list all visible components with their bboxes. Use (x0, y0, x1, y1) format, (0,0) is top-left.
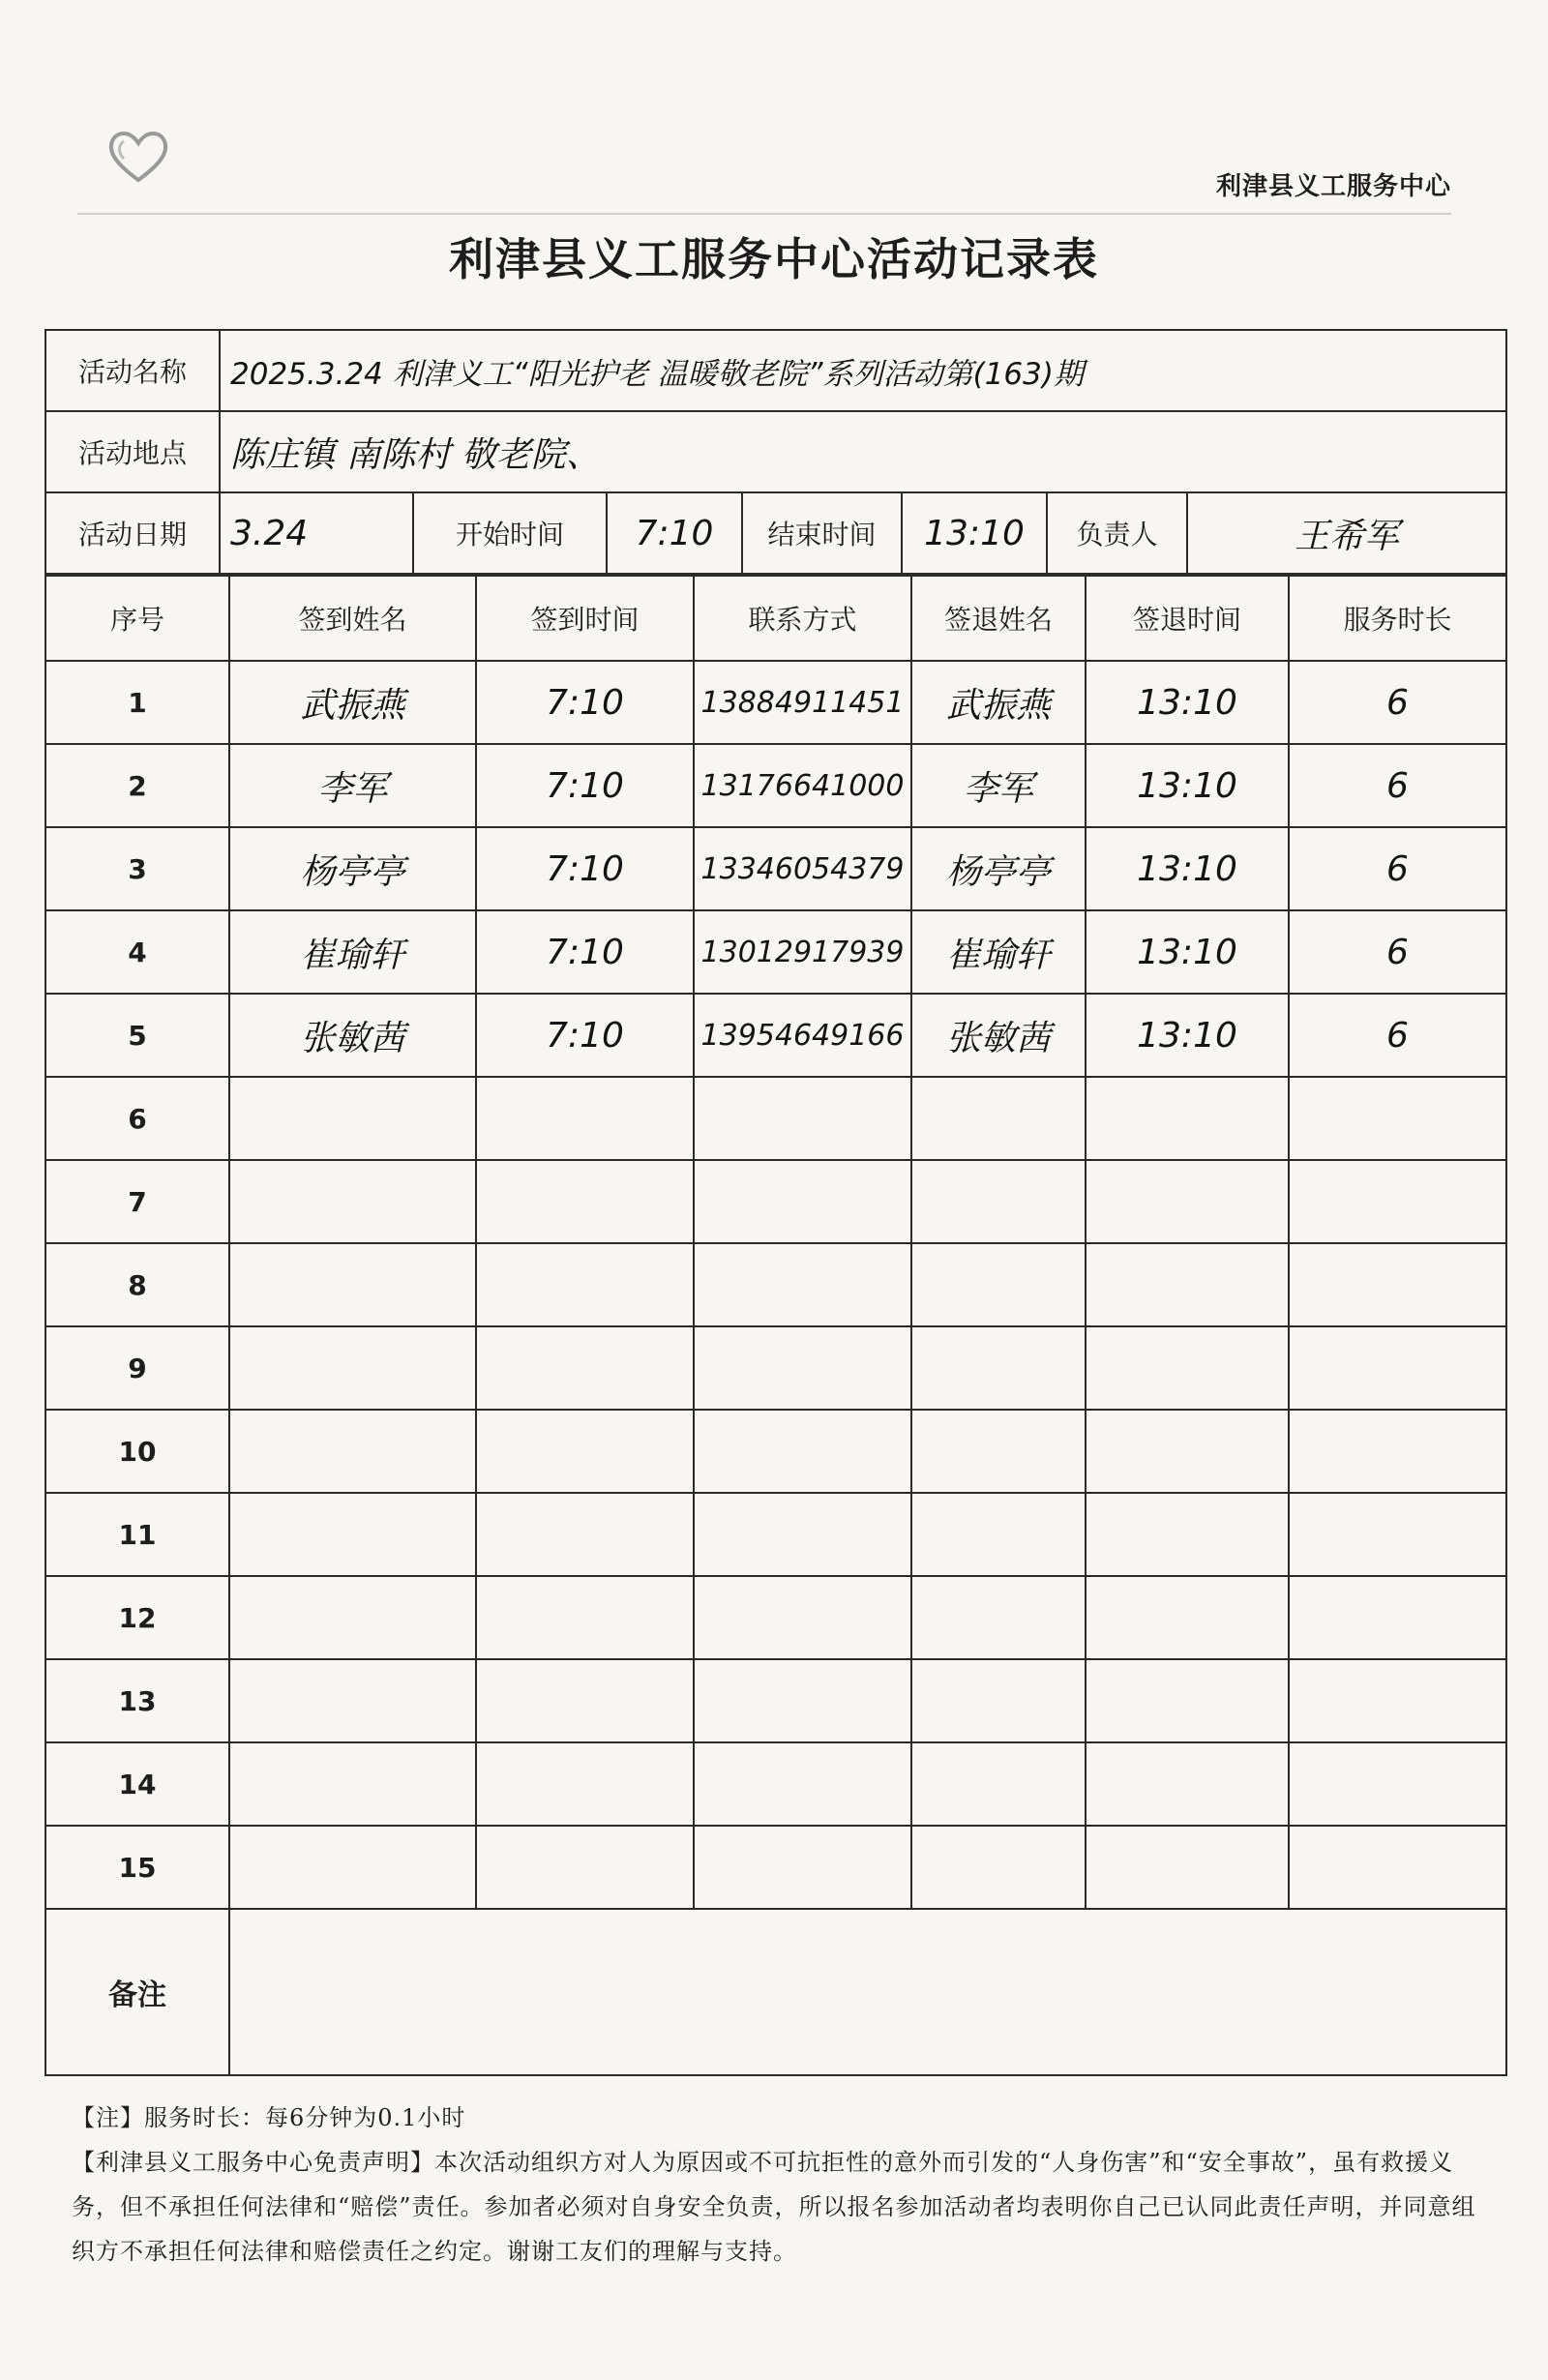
checkout-time-cell: 13:10 (1086, 744, 1289, 827)
table-header-row (45, 576, 1506, 661)
remarks-label: 备注 (45, 1909, 229, 2075)
attendance-table (45, 575, 1507, 2076)
duration-cell (1289, 1576, 1506, 1659)
duration-cell: 6 (1289, 744, 1506, 827)
row-number: 14 (45, 1742, 229, 1826)
table-row (45, 1659, 1506, 1742)
header-divider (77, 213, 1451, 215)
checkin-time-cell (476, 1576, 694, 1659)
row-number: 10 (45, 1410, 229, 1493)
checkout-time-cell (1086, 1077, 1289, 1160)
checkin-name-cell (229, 1160, 476, 1243)
start-time-label: 开始时间 (413, 492, 607, 574)
checkin-time-cell: 7:10 (476, 827, 694, 910)
row-number: 2 (45, 744, 229, 827)
checkin-time-cell (476, 1326, 694, 1410)
checkin-name-cell (229, 1659, 476, 1742)
checkin-time-cell (476, 1826, 694, 1909)
checkin-name-cell (229, 1077, 476, 1160)
checkout-time-cell (1086, 1326, 1289, 1410)
checkout-time-cell (1086, 1410, 1289, 1493)
checkin-name-cell: 杨亭亭 (229, 827, 476, 910)
contact-cell: 13346054379 (694, 827, 911, 910)
duration-cell (1289, 1410, 1506, 1493)
checkin-time-cell: 7:10 (476, 910, 694, 994)
checkin-name-cell (229, 1410, 476, 1493)
duration-cell: 6 (1289, 994, 1506, 1077)
contact-cell: 13884911451 (694, 661, 911, 744)
contact-cell: 13954649166 (694, 994, 911, 1077)
row-number: 7 (45, 1160, 229, 1243)
duration-cell (1289, 1826, 1506, 1909)
row-number: 8 (45, 1243, 229, 1326)
checkout-name-cell (911, 1326, 1086, 1410)
row-number: 3 (45, 827, 229, 910)
activity-date-row (45, 492, 1506, 574)
duration-cell (1289, 1243, 1506, 1326)
activity-info-table (45, 329, 1507, 575)
checkout-name-cell (911, 1659, 1086, 1742)
checkout-time-cell (1086, 1826, 1289, 1909)
checkin-name-cell: 张敏茜 (229, 994, 476, 1077)
table-row (45, 827, 1506, 910)
checkout-time-cell (1086, 1576, 1289, 1659)
checkout-time-cell (1086, 1493, 1289, 1576)
checkin-name-cell (229, 1742, 476, 1826)
col-header-no: 序号 (45, 576, 229, 661)
checkin-time-cell (476, 1742, 694, 1826)
table-row (45, 910, 1506, 994)
activity-name-label: 活动名称 (45, 330, 220, 411)
row-number: 4 (45, 910, 229, 994)
checkin-time-cell (476, 1077, 694, 1160)
checkout-time-cell: 13:10 (1086, 910, 1289, 994)
col-header-checkout-name: 签退姓名 (911, 576, 1086, 661)
col-header-checkin-time: 签到时间 (476, 576, 694, 661)
checkin-time-cell (476, 1410, 694, 1493)
checkout-name-cell: 张敏茜 (911, 994, 1086, 1077)
duration-cell: 6 (1289, 910, 1506, 994)
table-row (45, 1576, 1506, 1659)
leader-value: 王希军 (1187, 492, 1506, 574)
checkin-name-cell (229, 1493, 476, 1576)
end-time-label: 结束时间 (742, 492, 902, 574)
checkin-name-cell (229, 1326, 476, 1410)
service-time-note: 【注】服务时长：每6分钟为0.1小时 (72, 2104, 466, 2131)
start-time-value: 7:10 (607, 492, 742, 574)
table-row (45, 744, 1506, 827)
contact-cell (694, 1160, 911, 1243)
heart-logo-icon (104, 124, 172, 186)
checkout-name-cell: 杨亭亭 (911, 827, 1086, 910)
col-header-contact: 联系方式 (694, 576, 911, 661)
col-header-checkout-time: 签退时间 (1086, 576, 1289, 661)
activity-location-value: 陈庄镇 南陈村 敬老院、 (220, 411, 1506, 492)
checkout-name-cell: 李军 (911, 744, 1086, 827)
checkin-time-cell: 7:10 (476, 744, 694, 827)
org-header: 利津县义工服务中心 (1215, 172, 1451, 201)
checkin-name-cell: 武振燕 (229, 661, 476, 744)
checkout-time-cell (1086, 1243, 1289, 1326)
contact-cell (694, 1742, 911, 1826)
checkin-name-cell (229, 1826, 476, 1909)
activity-name-row (45, 330, 1506, 411)
contact-cell (694, 1077, 911, 1160)
table-row (45, 1160, 1506, 1243)
checkout-time-cell: 13:10 (1086, 827, 1289, 910)
checkin-name-cell (229, 1576, 476, 1659)
checkin-name-cell: 崔瑜轩 (229, 910, 476, 994)
disclaimer-text: 【利津县义工服务中心免责声明】本次活动组织方对人为原因或不可抗拒性的意外而引发的“人身伤害”和“安全事故”，虽有救援义务，但不承担任何法律和“赔偿”责任。参加者必须对自身安全负责，所以报名参加活动者均表明你自己已认同此责任声明，并同意组织方不承担任何法律和赔偿责任之约定。谢谢工友们的理解与支持。 (72, 2149, 1476, 2265)
checkout-name-cell: 武振燕 (911, 661, 1086, 744)
contact-cell (694, 1326, 911, 1410)
checkin-time-cell (476, 1243, 694, 1326)
activity-location-label: 活动地点 (45, 411, 220, 492)
duration-cell (1289, 1077, 1506, 1160)
row-number: 5 (45, 994, 229, 1077)
activity-date-value: 3.24 (220, 492, 413, 574)
checkout-time-cell (1086, 1742, 1289, 1826)
table-row (45, 1826, 1506, 1909)
checkin-time-cell: 7:10 (476, 661, 694, 744)
checkin-time-cell: 7:10 (476, 994, 694, 1077)
contact-cell: 13012917939 (694, 910, 911, 994)
activity-location-row (45, 411, 1506, 492)
col-header-checkin-name: 签到姓名 (229, 576, 476, 661)
remarks-row (45, 1909, 1506, 2075)
checkout-name-cell: 崔瑜轩 (911, 910, 1086, 994)
checkout-name-cell (911, 1576, 1086, 1659)
duration-cell (1289, 1659, 1506, 1742)
checkout-time-cell (1086, 1659, 1289, 1742)
checkout-name-cell (911, 1243, 1086, 1326)
duration-cell (1289, 1742, 1506, 1826)
checkout-name-cell (911, 1160, 1086, 1243)
table-row (45, 1410, 1506, 1493)
page-title: 利津县义工服务中心活动记录表 (449, 233, 1099, 285)
table-row (45, 1742, 1506, 1826)
checkout-name-cell (911, 1410, 1086, 1493)
contact-cell: 13176641000 (694, 744, 911, 827)
checkout-time-cell (1086, 1160, 1289, 1243)
activity-name-value: 2025.3.24 利津义工“阳光护老 温暖敬老院”系列活动第(163)期 (220, 330, 1506, 411)
row-number: 6 (45, 1077, 229, 1160)
checkin-name-cell: 李军 (229, 744, 476, 827)
checkout-name-cell (911, 1493, 1086, 1576)
contact-cell (694, 1243, 911, 1326)
row-number: 11 (45, 1493, 229, 1576)
table-row (45, 1326, 1506, 1410)
row-number: 12 (45, 1576, 229, 1659)
duration-cell (1289, 1326, 1506, 1410)
leader-label: 负责人 (1047, 492, 1187, 574)
end-time-value: 13:10 (902, 492, 1047, 574)
contact-cell (694, 1576, 911, 1659)
table-row (45, 1077, 1506, 1160)
row-number: 9 (45, 1326, 229, 1410)
duration-cell: 6 (1289, 661, 1506, 744)
checkin-time-cell (476, 1493, 694, 1576)
footnotes (72, 2096, 1484, 2274)
checkin-name-cell (229, 1243, 476, 1326)
activity-date-label: 活动日期 (45, 492, 220, 574)
remarks-value (229, 1909, 1506, 2075)
contact-cell (694, 1659, 911, 1742)
checkout-name-cell (911, 1742, 1086, 1826)
table-row (45, 994, 1506, 1077)
checkin-time-cell (476, 1659, 694, 1742)
contact-cell (694, 1410, 911, 1493)
checkout-name-cell (911, 1077, 1086, 1160)
contact-cell (694, 1826, 911, 1909)
table-row (45, 1493, 1506, 1576)
checkout-time-cell: 13:10 (1086, 994, 1289, 1077)
contact-cell (694, 1493, 911, 1576)
duration-cell: 6 (1289, 827, 1506, 910)
row-number: 15 (45, 1826, 229, 1909)
row-number: 13 (45, 1659, 229, 1742)
row-number: 1 (45, 661, 229, 744)
checkout-name-cell (911, 1826, 1086, 1909)
duration-cell (1289, 1160, 1506, 1243)
duration-cell (1289, 1493, 1506, 1576)
table-row (45, 1243, 1506, 1326)
checkout-time-cell: 13:10 (1086, 661, 1289, 744)
checkin-time-cell (476, 1160, 694, 1243)
col-header-duration: 服务时长 (1289, 576, 1506, 661)
table-row (45, 661, 1506, 744)
